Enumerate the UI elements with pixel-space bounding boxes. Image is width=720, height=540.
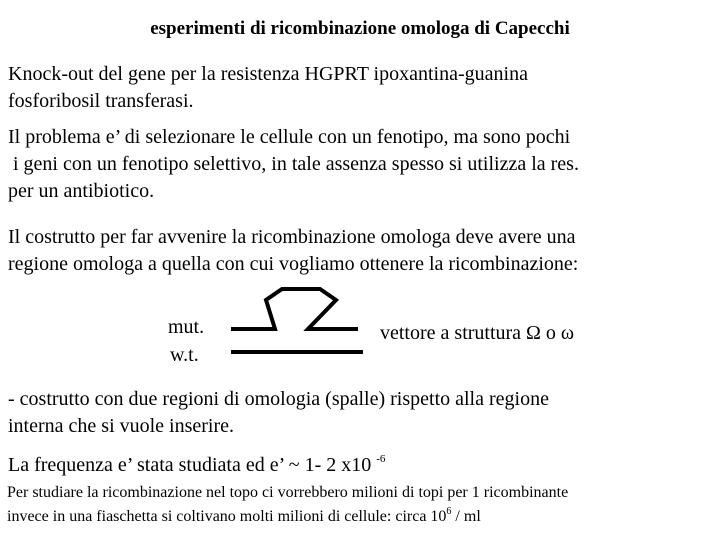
frequency-exponent: -6 — [376, 453, 386, 465]
text-line: fosforibosil transferasi. — [8, 90, 194, 112]
cells-exponent: 6 — [446, 506, 452, 517]
cells-text: invece in una fiaschetta si coltivano molti milioni di cellule: circa 10 — [7, 508, 447, 525]
page-title: esperimenti di ricombinazione omologa di Capecchi — [150, 18, 570, 39]
text-line: Per studiare la ricombinazione nel topo ci vorrebbero milioni di topi per 1 ricombinante — [7, 484, 569, 501]
text-line — [7, 505, 568, 531]
frequency-text: La frequenza e’ stata studiata ed e’ ~ 1- 2 x10 — [8, 454, 377, 476]
vector-structure-label: vettore a struttura Ω o ω — [380, 322, 575, 344]
paragraph-mouse-vs-cells — [7, 481, 568, 531]
text-line: Il problema e’ di selezionare le cellule con un fenotipo, ma sono pochi — [8, 126, 571, 148]
text-line: i geni con un fenotipo selettivo, in tale assenza spesso si utilizza la res. — [8, 153, 579, 175]
paragraph-frequency — [8, 452, 385, 482]
label-mut: mut. — [168, 316, 205, 338]
text-line: interna che si vuole inserire. — [8, 415, 235, 437]
label-wt: w.t. — [170, 344, 199, 366]
text-line: - costrutto con due regioni di omologia (spalle) rispetto alla regione — [8, 388, 549, 410]
paragraph-homology-arms — [8, 386, 549, 440]
cells-unit: / ml — [451, 508, 481, 525]
text-line: per un antibiotico. — [8, 180, 155, 202]
text-line: Knock-out del gene per la resistenza HGPRT ipoxantina-guanina — [8, 63, 528, 85]
text-line: Il costrutto per far avvenire la ricombinazione omologa deve avere una — [8, 226, 576, 248]
text-line: regione omologa a quella con cui vogliamo ottenere la ricombinazione: — [8, 253, 579, 275]
mutant-construct-line — [231, 289, 358, 329]
